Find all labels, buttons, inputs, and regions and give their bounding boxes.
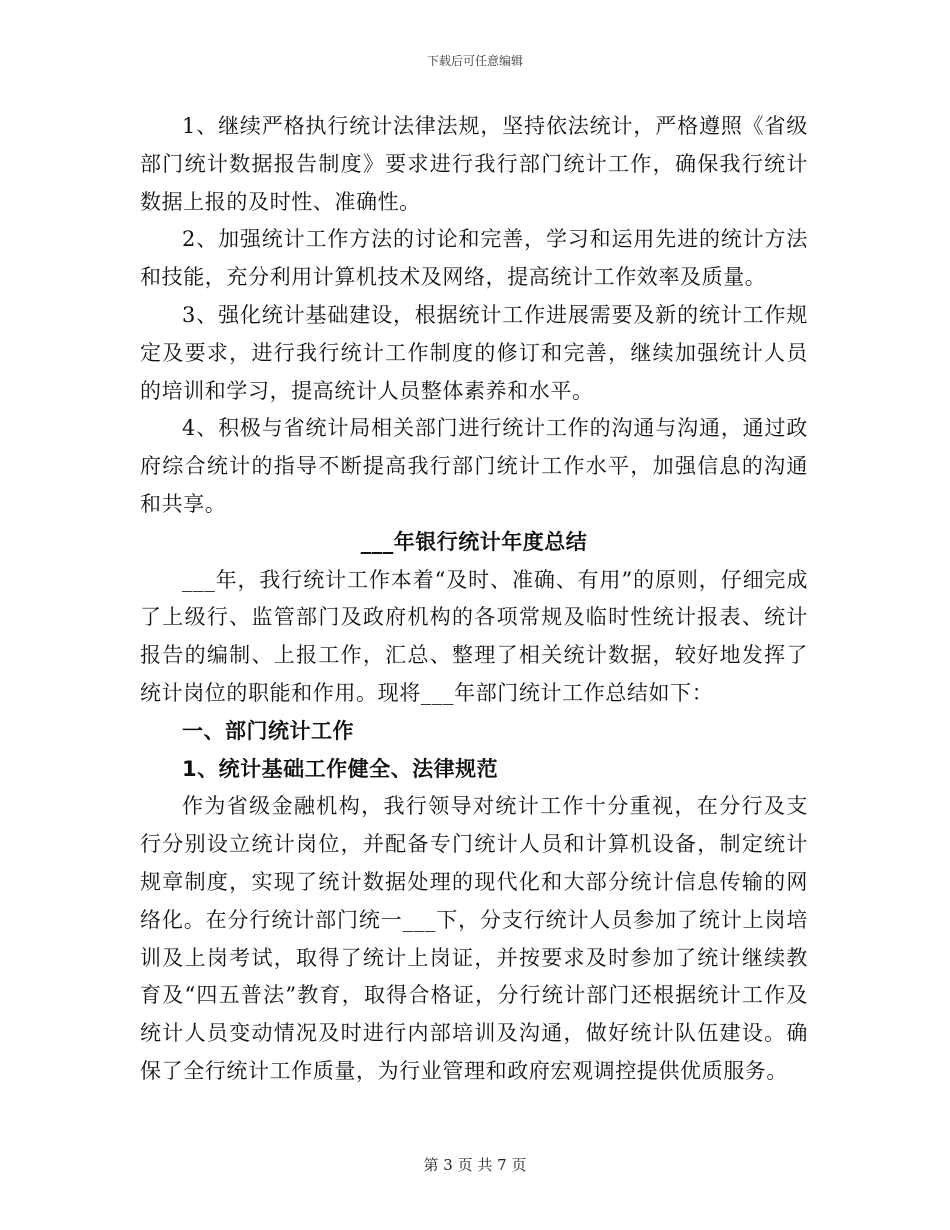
page-number: 第 3 页 共 7 页 xyxy=(423,1156,527,1174)
paragraph-item-1: 1、继续严格执行统计法律法规，坚持依法统计，严格遵照《省级部门统计数据报告制度》要求进行我行部门统计工作，确保我行统计数据上报的及时性、准确性。 xyxy=(140,114,808,214)
intro-paragraph: ___年，我行统计工作本着“及时、准确、有用”的原则，仔细完成了上级行、监管部门及政府机构的各项常规及临时性统计报表、统计报告的编制、上报工作，汇总、整理了相关统计数据，较好地发挥了统计岗位的职能和作用。现将___年部门统计工作总结如下： xyxy=(140,567,808,705)
page-header: 下载后可任意编辑 xyxy=(426,54,523,68)
paragraph-item-3: 3、强化统计基础建设，根据统计工作进展需要及新的统计工作规定及要求，进行我行统计工作制度的修订和完善，继续加强统计人员的培训和学习，提高统计人员整体素养和水平。 xyxy=(140,302,808,403)
paragraph-item-2: 2、加强统计工作方法的讨论和完善，学习和运用先进的统计方法和技能，充分利用计算机技术及网络，提高统计工作效率及质量。 xyxy=(140,227,808,290)
paragraph-item-4: 4、积极与省统计局相关部门进行统计工作的沟通与沟通，通过政府综合统计的指导不断提高我行部门统计工作水平，加强信息的沟通和共享。 xyxy=(140,416,808,516)
document-body xyxy=(140,108,808,1091)
heading-level-2: 1、统计基础工作健全、法律规范 xyxy=(182,756,499,781)
heading-level-1: 一、部门统计工作 xyxy=(182,718,354,743)
body-paragraph: 作为省级金融机构，我行领导对统计工作十分重视，在分行及支行分别设立统计岗位，并配备专门统计人员和计算机设备，制定统计规章制度，实现了统计数据处理的现代化和大部分统计信息传输的网络化。在分行统计部门统一___下，分支行统计人员参加了统计上岗培训及上岗考试，取得了统计上岗证，并按要求及时参加了统计继续教育及“四五普法”教育，取得合格证，分行统计部门还根据统计工作及统计人员变动情况及时进行内部培训及沟通，做好统计队伍建设。确保了全行统计工作质量，为行业管理和政府宏观调控提供优质服务。 xyxy=(140,794,808,1083)
section-title: ___年银行统计年度总结 xyxy=(360,529,588,554)
